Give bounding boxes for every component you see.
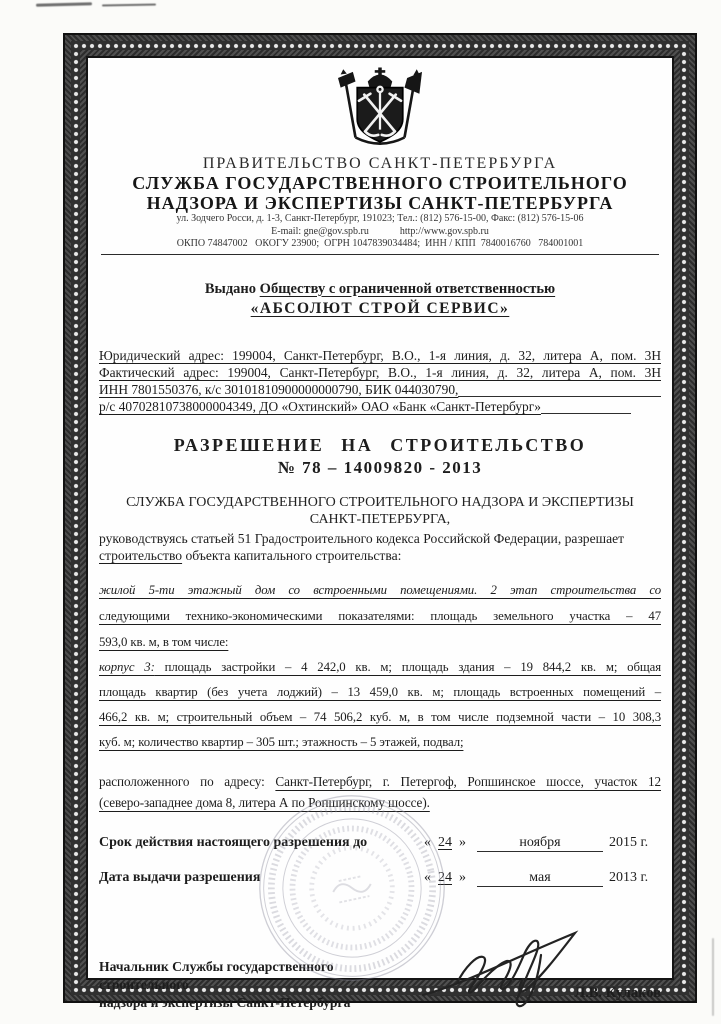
signatory-title-line1: Начальник Службы государственного строительного	[99, 958, 334, 992]
issued-org-type: Обществу с ограниченной ответственностью	[259, 280, 556, 297]
scan-artifact	[102, 4, 156, 7]
permit-number: № 78 – 14009820 - 2013	[277, 457, 483, 477]
validity-row	[99, 835, 661, 870]
basis-underlined: строительство	[99, 548, 183, 563]
service-codes: ОКПО 74847002 ОКОГУ 23900; ОГРН 1047839034484; ИНН / КПП 7840016760 784001001	[176, 238, 584, 249]
building-line3: 466,2 кв. м; строительный объем – 74 506,2 куб. м, в том числе подземной части – 10 308,3	[99, 709, 661, 724]
permit-title-block	[99, 435, 661, 478]
building-line2: площадь квартир (без учета лоджий) – 13 459,0 кв. м; площадь встроенных помещений –	[99, 684, 661, 699]
signature-icon	[417, 925, 617, 1017]
signature-line	[429, 931, 564, 996]
document-content	[86, 56, 674, 1010]
object-line2: следующими технико-экономическими показателями: площадь земельного участка – 47	[99, 608, 661, 623]
signatory-title	[99, 958, 425, 1012]
issued-to-line1	[99, 279, 661, 299]
service-title-line1: СЛУЖБА ГОСУДАРСТВЕННОГО СТРОИТЕЛЬНОГО	[132, 173, 628, 193]
building-line4: куб. м; количество квартир – 305 шт.; этажность – 5 этажей, подвал;	[99, 734, 464, 749]
legal-address: Юридический адрес: 199004, Санкт-Петербург, В.О., 1-я линия, д. 32, литера А, пом. 3Н	[99, 347, 661, 363]
issue-date-month: мая	[477, 870, 603, 887]
validity-year: 2015 г.	[609, 834, 649, 850]
location-address: Санкт-Петербург, г. Петергоф, Ропшинское шоссе, участок 12	[275, 773, 661, 789]
service-contacts	[99, 226, 661, 239]
issue-date-label: Дата выдачи разрешения	[99, 869, 261, 885]
basis-rest: объекта капитального строительства:	[182, 548, 402, 563]
service-website: http://www.gov.spb.ru	[399, 225, 489, 237]
actual-address: Фактический адрес: 199004, Санкт-Петербург, В.О., 1-я линия, д. 32, литера А, пом. 3Н	[99, 364, 661, 380]
open-quote: «	[424, 869, 431, 885]
open-quote: «	[424, 834, 431, 850]
location-line2: (северо-западнее дома 8, литера А по Ропшинскому шоссе).	[99, 794, 430, 810]
legal-basis	[99, 530, 661, 565]
signatory-name: Л.В. Кулаков	[574, 984, 661, 1001]
issued-to-block	[99, 279, 661, 319]
scan-artifact	[36, 2, 92, 6]
header-divider	[101, 254, 659, 255]
building-line1: корпус 3: площадь застройки – 4 242,0 кв. м; площадь здания – 19 844,2 кв. м; общая	[99, 659, 661, 674]
service-address: ул. Зодчего Росси, д. 1-3, Санкт-Петербург, 191023; Тел.: (812) 576-15-00, Факс: (812) 576-15-06	[176, 213, 584, 224]
location-line1	[99, 771, 661, 792]
basis-line1: руководствуясь статьей 51 Градостроительного кодекса Российской Федерации, разрешает	[99, 530, 625, 546]
validity-label: Срок действия настоящего разрешения до	[99, 834, 368, 850]
close-quote: »	[459, 834, 466, 850]
authority-line1: СЛУЖБА ГОСУДАРСТВЕННОГО СТРОИТЕЛЬНОГО НАДЗОРА И ЭКСПЕРТИЗЫ	[126, 494, 634, 510]
permit-title: РАЗРЕШЕНИЕ НА СТРОИТЕЛЬСТВО	[173, 434, 587, 455]
coat-of-arms-icon	[316, 64, 444, 148]
building-specs	[99, 655, 661, 755]
service-title-line2: НАДЗОРА И ЭКСПЕРТИЗЫ САНКТ-ПЕТЕРБУРГА	[146, 193, 614, 213]
corpus-label: корпус 3:	[99, 659, 155, 674]
dates-block	[99, 835, 661, 905]
validity-month: ноября	[477, 835, 603, 852]
bank-details-line2: р/с 40702810738000004349, ДО «Охтинский» ОАО «Банк «Санкт-Петербург»	[99, 398, 661, 415]
location-block	[99, 771, 661, 813]
authority-block	[99, 494, 661, 528]
ornamental-border	[63, 33, 697, 1010]
object-description	[99, 577, 661, 655]
signature-block	[99, 931, 661, 1012]
location-label: расположенного по адресу:	[99, 773, 276, 789]
issued-label: Выдано	[204, 280, 260, 297]
coat-of-arms	[99, 64, 661, 153]
scan-artifact	[712, 938, 714, 1016]
bank-details-line1: ИНН 7801550376, к/с 30101810900000000790, БИК 044030790,	[99, 381, 661, 398]
basis-line2	[99, 547, 661, 565]
signatory-title-line2: надзора и экспертизы Санкт-Петербурга	[99, 994, 351, 1010]
ruled-filler	[541, 398, 631, 414]
issue-date-year: 2013 г.	[609, 869, 649, 885]
company-requisites	[99, 347, 661, 415]
government-title: ПРАВИТЕЛЬСТВО САНКТ-ПЕТЕРБУРГА	[202, 155, 558, 172]
issue-date-day: 24	[438, 869, 452, 885]
service-email: E-mail: gne@gov.spb.ru	[271, 225, 369, 237]
ornamental-border-band	[80, 50, 680, 1010]
ruled-filler	[458, 381, 661, 397]
object-line3: 593,0 кв. м, в том числе:	[99, 634, 229, 649]
issued-org-name: «АБСОЛЮТ СТРОЙ СЕРВИС»	[250, 299, 510, 317]
validity-day: 24	[438, 834, 452, 850]
close-quote: »	[459, 869, 466, 885]
ornamental-border-dots	[71, 41, 689, 1010]
object-line1: жилой 5-ти этажный дом со встроенными помещениями. 2 этап строительства со	[99, 582, 661, 597]
issue-date-row	[99, 870, 661, 905]
authority-line2: САНКТ-ПЕТЕРБУРГА,	[309, 511, 451, 527]
